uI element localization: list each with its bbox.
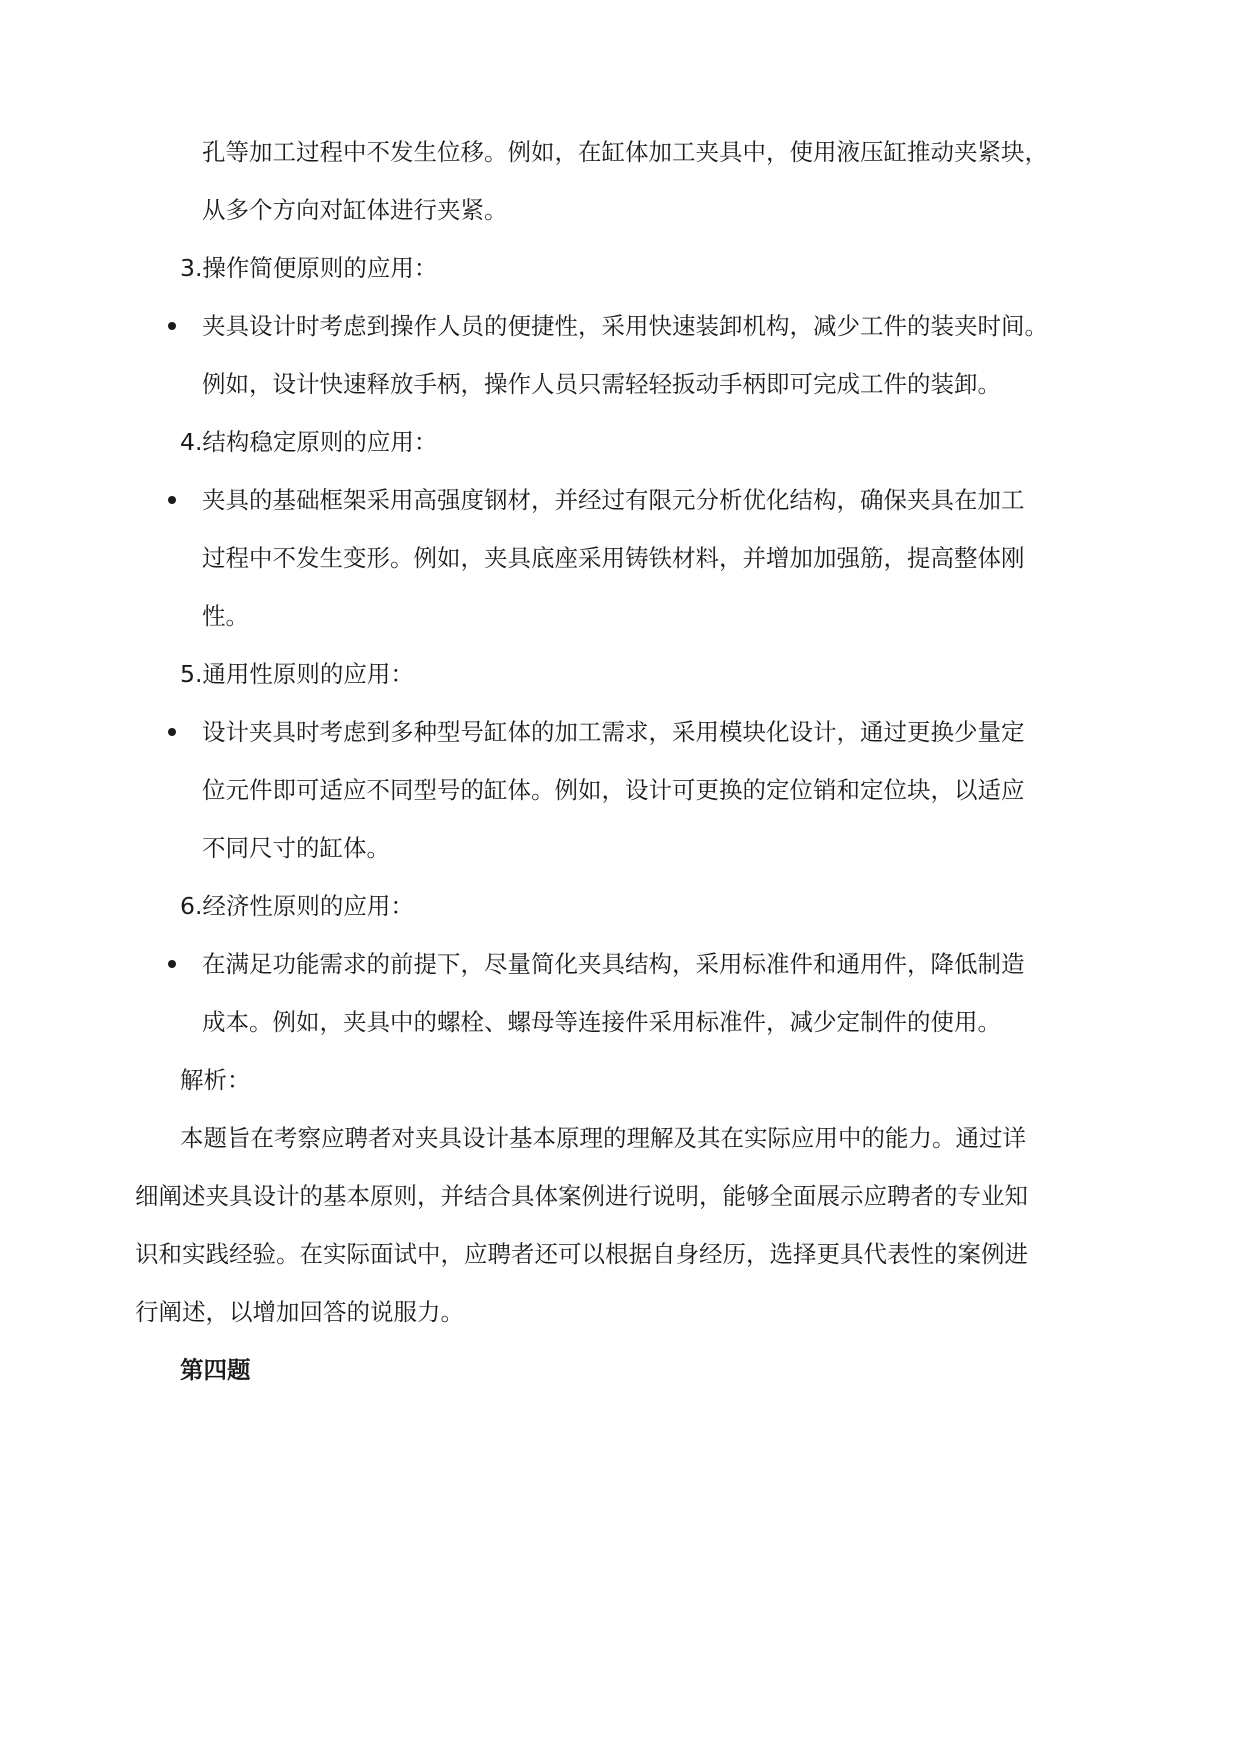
bullet-icon (168, 728, 176, 736)
continued-text-line: 从多个方向对缸体进行夹紧。 (202, 196, 508, 224)
bullet-text-line: 位元件即可适应不同型号的缸体。例如，设计可更换的定位销和定位块，以适应 (202, 776, 1025, 804)
bullet-text-line: 设计夹具时考虑到多种型号缸体的加工需求，采用模块化设计，通过更换少量定 (202, 718, 1025, 746)
bullet-text-line: 不同尺寸的缸体。 (202, 834, 390, 862)
bullet-text-line: 在满足功能需求的前提下，尽量简化夹具结构，采用标准件和通用件，降低制造 (202, 950, 1025, 978)
continued-text-line: 孔等加工过程中不发生位移。例如，在缸体加工夹具中，使用液压缸推动夹紧块， (202, 138, 1048, 166)
bullet-icon (168, 322, 176, 330)
bullet-text-line: 例如，设计快速释放手柄，操作人员只需轻轻扳动手柄即可完成工件的装卸。 (202, 370, 1001, 398)
bullet-text-line: 性。 (202, 602, 249, 630)
bullet-icon (168, 496, 176, 504)
analysis-paragraph-line: 识和实践经验。在实际面试中，应聘者还可以根据自身经历，选择更具代表性的案例进 (135, 1240, 1028, 1268)
analysis-paragraph-line: 细阐述夹具设计的基本原则，并结合具体案例进行说明，能够全面展示应聘者的专业知 (135, 1182, 1028, 1210)
analysis-paragraph-line: 本题旨在考察应聘者对夹具设计基本原理的理解及其在实际应用中的能力。通过详 (180, 1124, 1026, 1152)
subheading-5: 5.通用性原则的应用： (180, 660, 414, 688)
subheading-6: 6.经济性原则的应用： (180, 892, 414, 920)
analysis-paragraph-line: 行阐述，以增加回答的说服力。 (135, 1298, 464, 1326)
section-title: 第四题 (180, 1356, 251, 1384)
bullet-icon (168, 960, 176, 968)
bullet-text-line: 夹具的基础框架采用高强度钢材，并经过有限元分析优化结构，确保夹具在加工 (202, 486, 1025, 514)
subheading-3: 3.操作简便原则的应用： (180, 254, 438, 282)
subheading-4: 4.结构稳定原则的应用： (180, 428, 438, 456)
bullet-text-line: 成本。例如，夹具中的螺栓、螺母等连接件采用标准件，减少定制件的使用。 (202, 1008, 1001, 1036)
bullet-text-line: 夹具设计时考虑到操作人员的便捷性，采用快速装卸机构，减少工件的装夹时间。 (202, 312, 1048, 340)
bullet-text-line: 过程中不发生变形。例如，夹具底座采用铸铁材料，并增加加强筋，提高整体刚 (202, 544, 1025, 572)
analysis-label: 解析： (180, 1066, 251, 1094)
